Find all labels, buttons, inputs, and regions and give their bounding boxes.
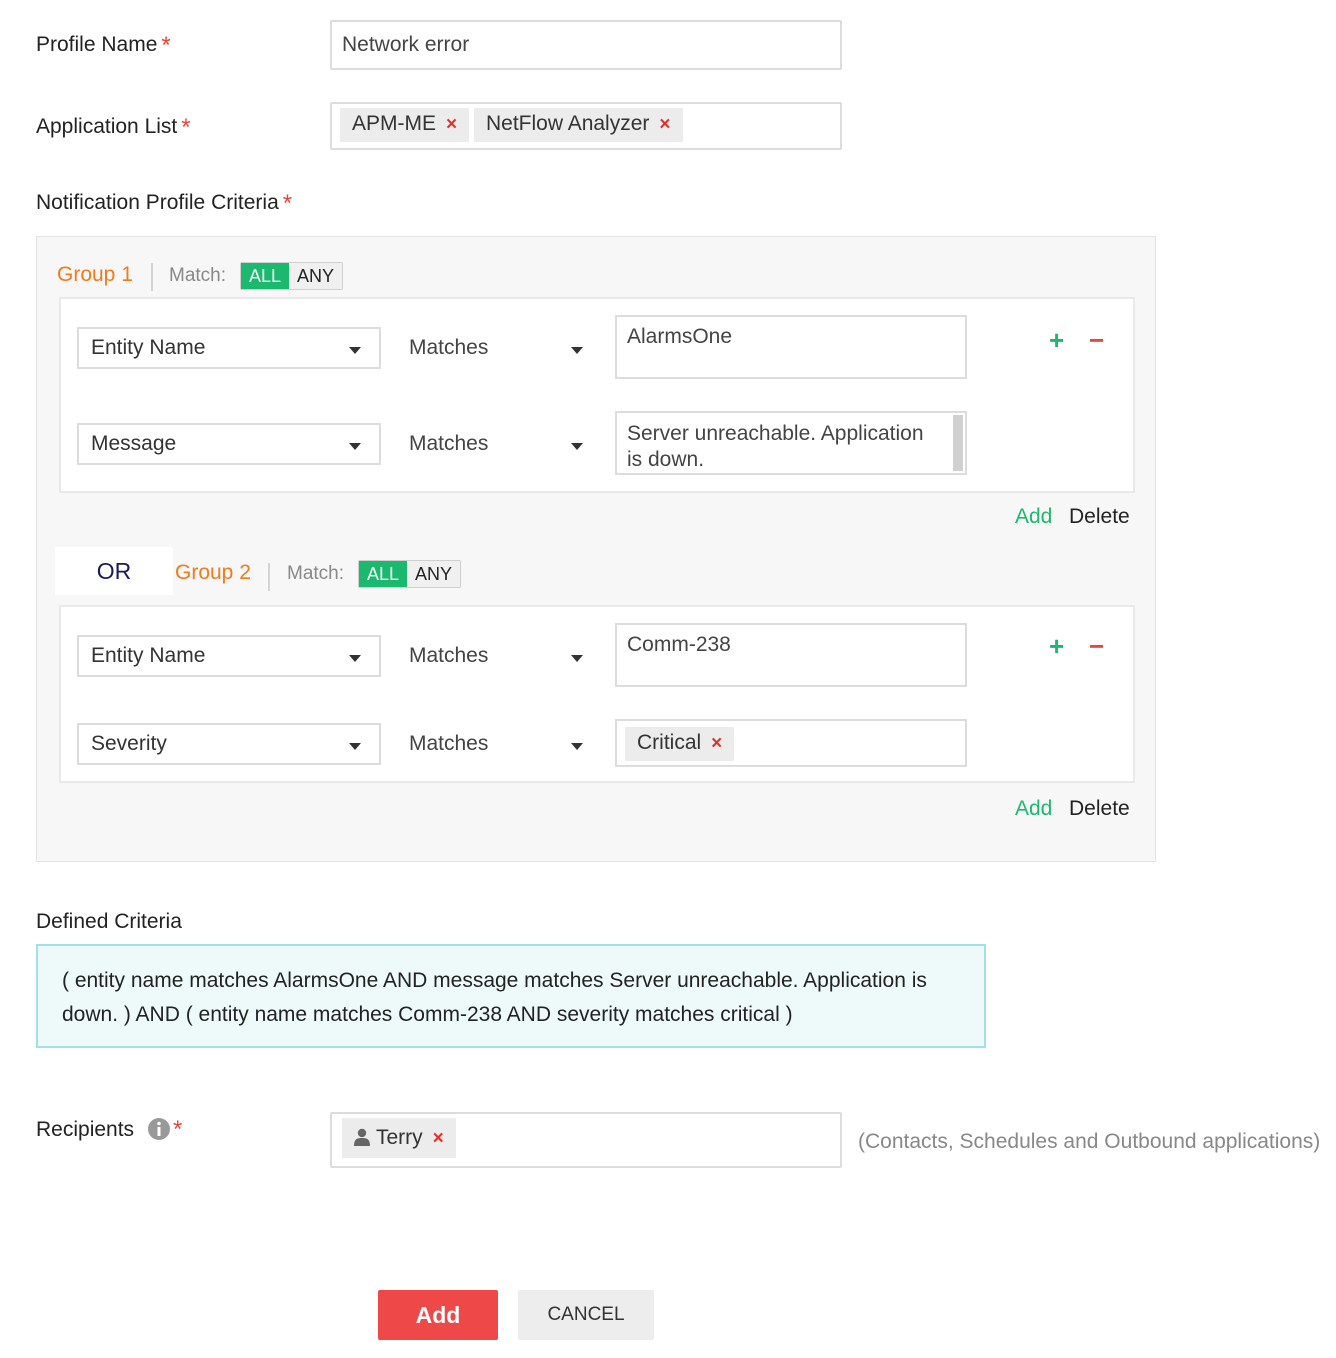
user-icon bbox=[354, 1128, 370, 1146]
application-tag: NetFlow Analyzer × bbox=[474, 108, 683, 142]
recipients-label: Recipients bbox=[36, 1118, 135, 1141]
or-connector: OR bbox=[55, 547, 173, 595]
profile-name-input[interactable] bbox=[330, 20, 842, 70]
value-input[interactable]: Comm-238 bbox=[615, 623, 967, 687]
remove-tag-icon[interactable]: × bbox=[432, 1128, 444, 1149]
criteria-panel bbox=[36, 236, 1156, 862]
info-circle-icon[interactable] bbox=[147, 1117, 171, 1141]
caret-down-icon[interactable] bbox=[571, 443, 583, 450]
caret-down-icon bbox=[349, 743, 361, 750]
caret-down-icon[interactable] bbox=[571, 743, 583, 750]
group-1-title: Group 1 bbox=[57, 263, 133, 286]
match-any-option[interactable]: ANY bbox=[289, 263, 342, 289]
group-1-add-link[interactable]: Add bbox=[1015, 505, 1053, 528]
group-2-delete-link[interactable]: Delete bbox=[1069, 797, 1130, 820]
plus-icon[interactable]: + bbox=[1049, 325, 1065, 355]
application-tag: APM-ME × bbox=[340, 108, 469, 142]
profile-name-label: Profile Name * bbox=[36, 32, 171, 59]
operator-select[interactable]: Matches bbox=[409, 432, 489, 455]
recipient-tag: Terry × bbox=[342, 1118, 456, 1158]
criteria-label: Notification Profile Criteria * bbox=[36, 190, 293, 217]
field-select[interactable]: Message bbox=[77, 423, 381, 465]
add-button[interactable]: Add bbox=[378, 1290, 498, 1340]
application-list-label: Application List * bbox=[36, 114, 191, 141]
recipients-input[interactable] bbox=[330, 1112, 842, 1168]
match-label: Match: bbox=[287, 563, 345, 584]
application-list-input[interactable] bbox=[330, 102, 842, 150]
minus-icon[interactable]: − bbox=[1089, 631, 1105, 661]
caret-down-icon bbox=[349, 347, 361, 354]
profile-name-value: Network error bbox=[342, 33, 470, 56]
caret-down-icon bbox=[349, 655, 361, 662]
remove-tag-icon[interactable]: × bbox=[711, 733, 723, 754]
group-2-title: Group 2 bbox=[175, 561, 251, 584]
group-1-delete-link[interactable]: Delete bbox=[1069, 505, 1130, 528]
group-2-rules bbox=[59, 605, 1135, 783]
match-label: Match: bbox=[169, 265, 227, 286]
group-2-match-toggle[interactable] bbox=[358, 560, 461, 588]
caret-down-icon[interactable] bbox=[571, 347, 583, 354]
value-textarea[interactable]: Server unreachable. Application is down. bbox=[615, 411, 967, 475]
value-input[interactable]: AlarmsOne bbox=[615, 315, 967, 379]
operator-select[interactable]: Matches bbox=[409, 732, 489, 755]
match-all-option[interactable]: ALL bbox=[241, 263, 289, 289]
divider bbox=[151, 263, 153, 291]
group-1-match-toggle[interactable] bbox=[240, 262, 343, 290]
group-1-rules bbox=[59, 297, 1135, 493]
severity-value-input[interactable] bbox=[615, 719, 967, 767]
group-2-add-link[interactable]: Add bbox=[1015, 797, 1053, 820]
recipients-hint: (Contacts, Schedules and Outbound applications) bbox=[858, 1130, 1321, 1153]
scrollbar[interactable] bbox=[953, 415, 963, 471]
operator-select[interactable]: Matches bbox=[409, 336, 489, 359]
defined-criteria-text: ( entity name matches AlarmsOne AND message matches Server unreachable. Application is down. ) AND ( entity name matches Comm-238 AND severity matches critical ) bbox=[62, 969, 927, 1026]
remove-tag-icon[interactable]: × bbox=[659, 114, 671, 135]
remove-tag-icon[interactable]: × bbox=[446, 114, 458, 135]
caret-down-icon[interactable] bbox=[571, 655, 583, 662]
severity-tag: Critical × bbox=[625, 727, 734, 761]
caret-down-icon bbox=[349, 443, 361, 450]
cancel-button[interactable]: CANCEL bbox=[518, 1290, 654, 1340]
field-select[interactable]: Severity bbox=[77, 723, 381, 765]
divider bbox=[268, 563, 270, 591]
field-select[interactable]: Entity Name bbox=[77, 635, 381, 677]
plus-icon[interactable]: + bbox=[1049, 631, 1065, 661]
defined-criteria-label: Defined Criteria bbox=[36, 910, 182, 933]
operator-select[interactable]: Matches bbox=[409, 644, 489, 667]
required-asterisk: * bbox=[173, 1116, 183, 1143]
field-select[interactable]: Entity Name bbox=[77, 327, 381, 369]
defined-criteria-box bbox=[36, 944, 986, 1048]
minus-icon[interactable]: − bbox=[1089, 325, 1105, 355]
match-all-option[interactable]: ALL bbox=[359, 561, 407, 587]
match-any-option[interactable]: ANY bbox=[407, 561, 460, 587]
